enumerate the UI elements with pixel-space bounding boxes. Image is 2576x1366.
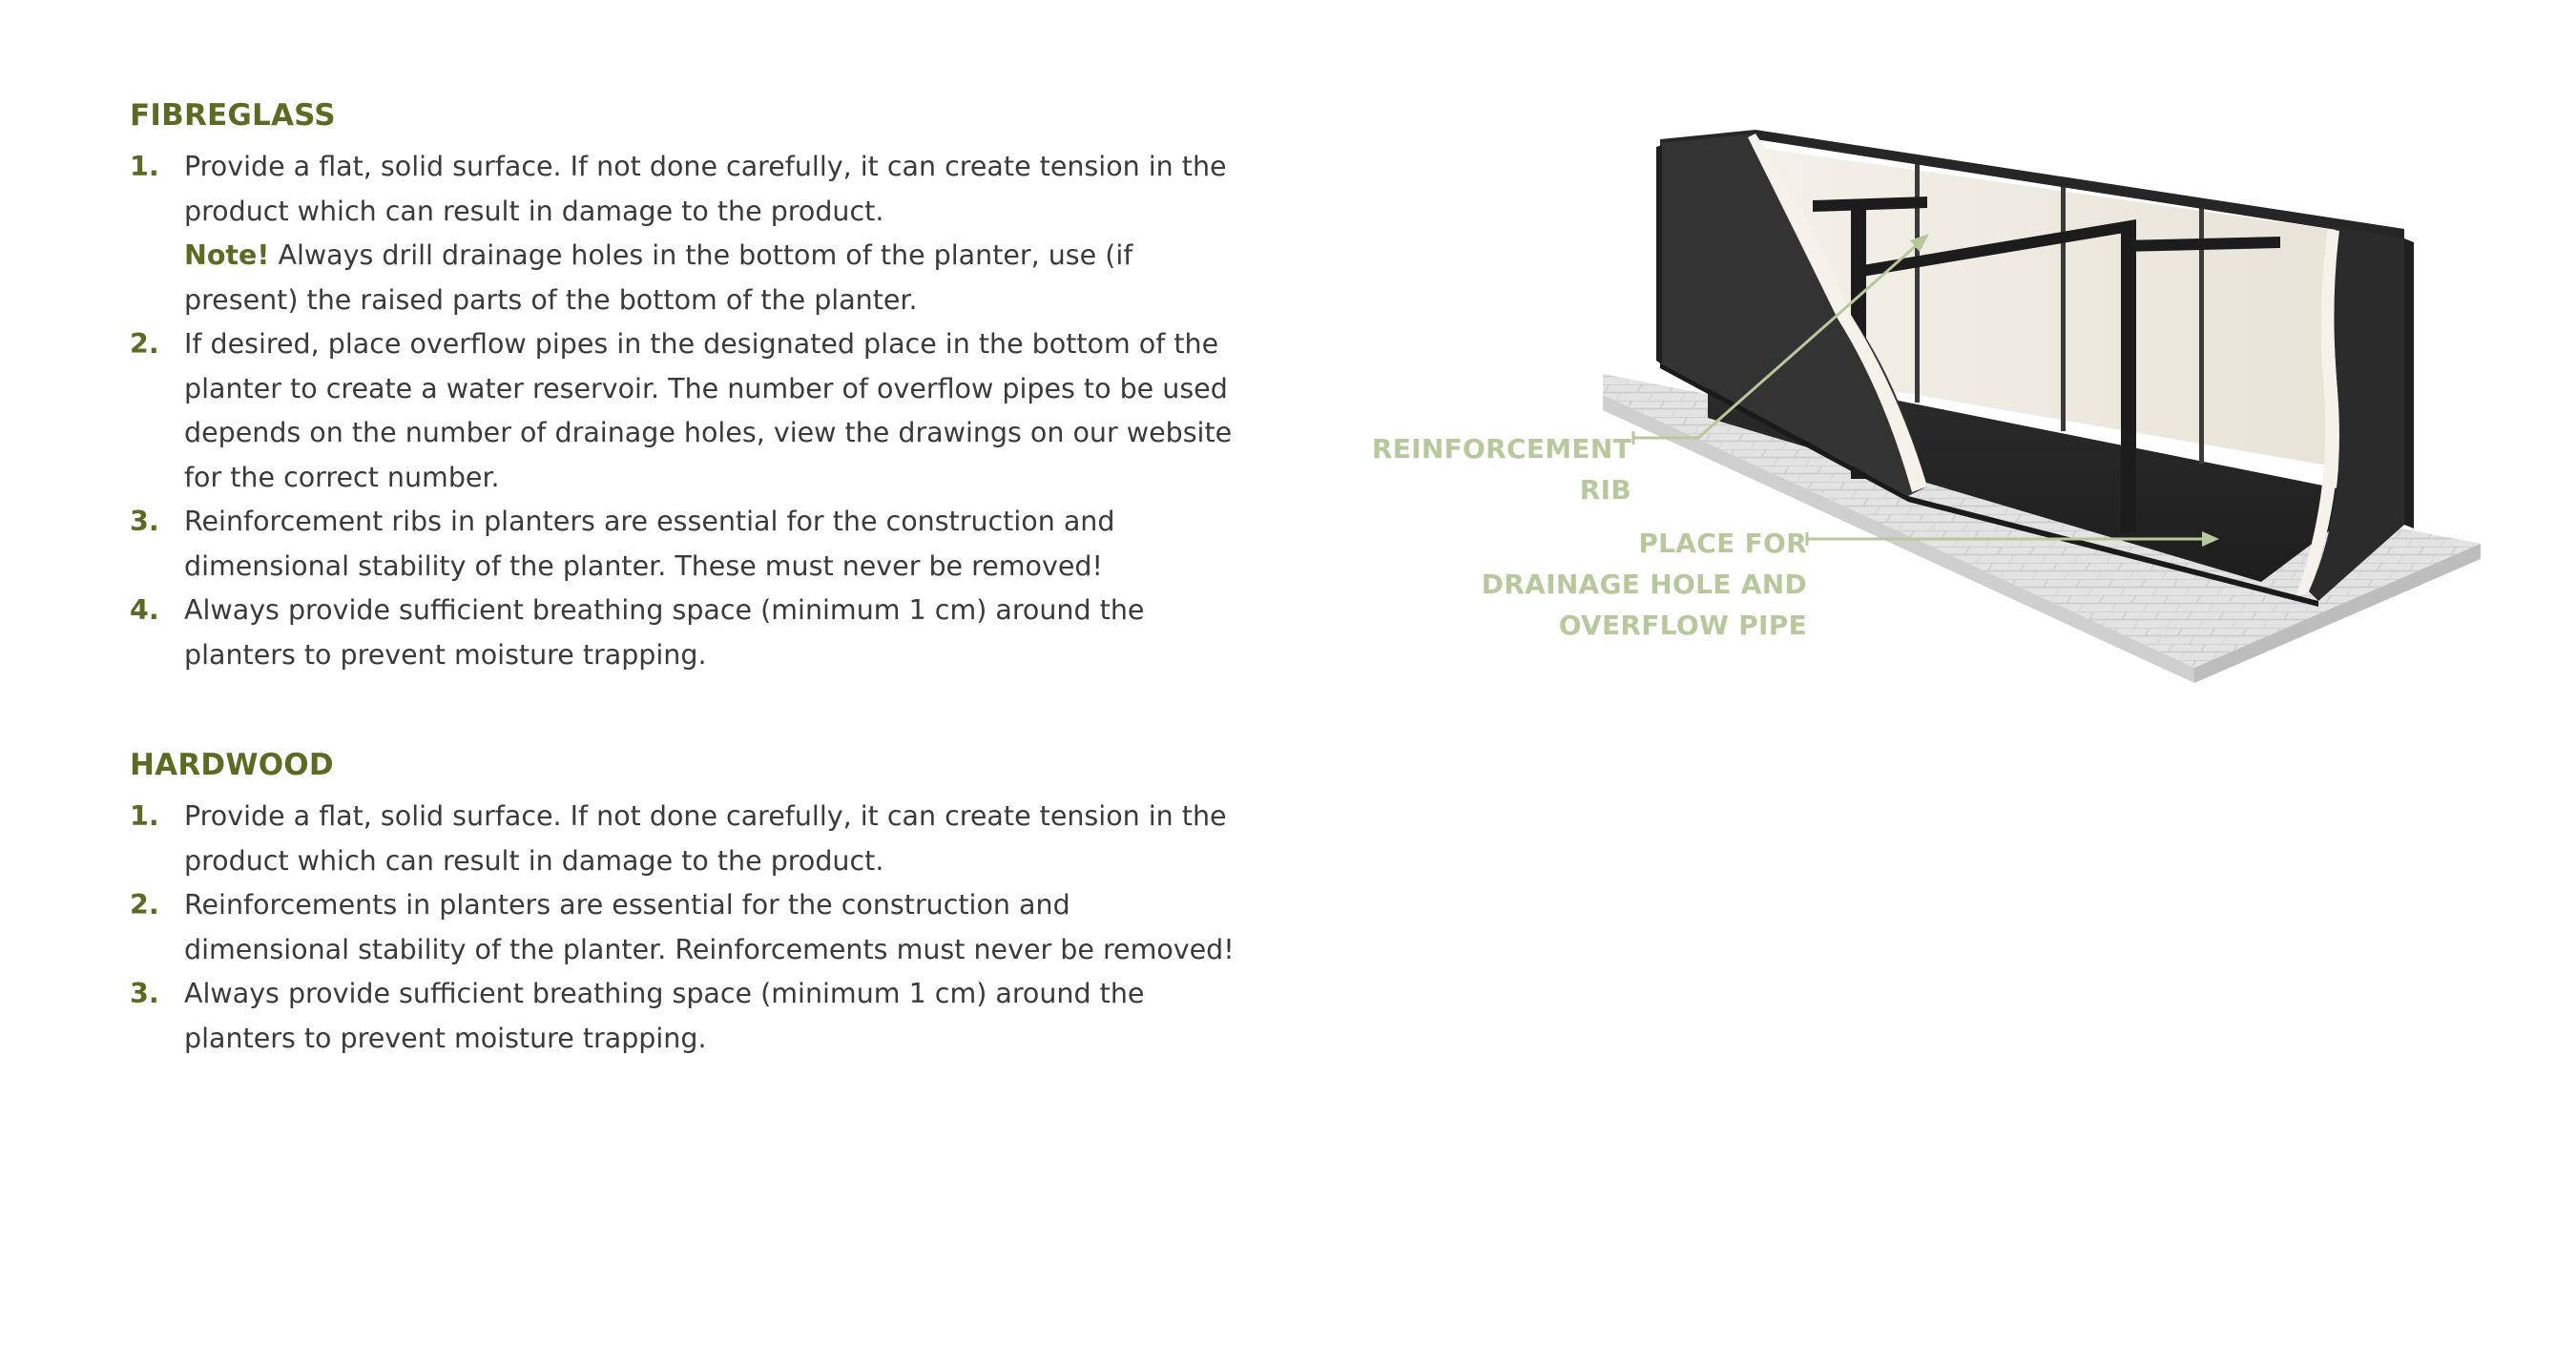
fibreglass-step-1 <box>130 145 1236 322</box>
right-side-face <box>2404 238 2414 528</box>
fibreglass-steps <box>130 145 1236 677</box>
step-text: Reinforcements in planters are essential for the construction and dimensional stability of the planter. Reinforcements must never be removed! <box>184 889 1235 965</box>
fibreglass-section <box>130 92 1236 677</box>
callout-drainage-line-3: OVERFLOW PIPE <box>1558 610 1807 641</box>
step-text: Provide a flat, solid surface. If not done carefully, it can create tension in the product which can result in damage to the product. <box>184 151 1227 227</box>
callout-drainage-line-1: PLACE FOR <box>1638 528 1807 559</box>
fibreglass-step-4 <box>130 589 1236 677</box>
section-heading-hardwood: HARDWOOD <box>130 748 334 782</box>
step-text: If desired, place overflow pipes in the designated place in the bottom of the planter to create a water reservoir. The number of overflow pipes to be used depends on the number of drainage holes, view the drawings on our website for the correct number. <box>184 328 1233 493</box>
reinforcement-post-b <box>2121 227 2136 532</box>
step-number: 1. <box>130 151 159 182</box>
section-heading-fibreglass: FIBREGLASS <box>130 98 336 133</box>
step-text: Provide a flat, solid surface. If not done carefully, it can create tension in the product which can result in damage to the product. <box>184 800 1227 877</box>
fibreglass-step-2 <box>130 322 1236 500</box>
callout-reinforcement-rib: REINFORCEMENT RIB <box>1371 433 1631 506</box>
left-side-face <box>1656 145 1662 364</box>
step-text: Always provide sufficient breathing space (minimum 1 cm) around the planters to prevent moisture trapping. <box>184 978 1145 1054</box>
hardwood-steps <box>130 795 1236 1061</box>
step-number: 4. <box>130 594 159 626</box>
hardwood-step-3 <box>130 972 1236 1061</box>
step-number: 2. <box>130 889 159 921</box>
note-label: Note! <box>184 239 270 271</box>
step-text: Always provide sufficient breathing space (minimum 1 cm) around the planters to prevent moisture trapping. <box>184 594 1145 671</box>
hardwood-step-2 <box>130 883 1236 972</box>
back-rib-2 <box>2061 185 2066 431</box>
step-number: 3. <box>130 978 159 1009</box>
instructions-column <box>130 92 1236 1061</box>
note-text: Always drill drainage holes in the bottom of the planter, use (if present) the raised parts of the bottom of the planter. <box>184 239 1133 316</box>
callout-drainage-line-2: DRAINAGE HOLE AND <box>1481 569 1807 600</box>
step-number: 3. <box>130 506 159 537</box>
hardwood-section <box>130 741 1236 1061</box>
step-text: Reinforcement ribs in planters are essential for the construction and dimensional stability of the planter. These must never be removed! <box>184 506 1115 582</box>
hardwood-step-1 <box>130 795 1236 883</box>
step-number: 2. <box>130 328 159 360</box>
step-number: 1. <box>130 800 159 832</box>
callout-drainage-hole <box>1393 523 1807 646</box>
fibreglass-step-3 <box>130 500 1236 589</box>
